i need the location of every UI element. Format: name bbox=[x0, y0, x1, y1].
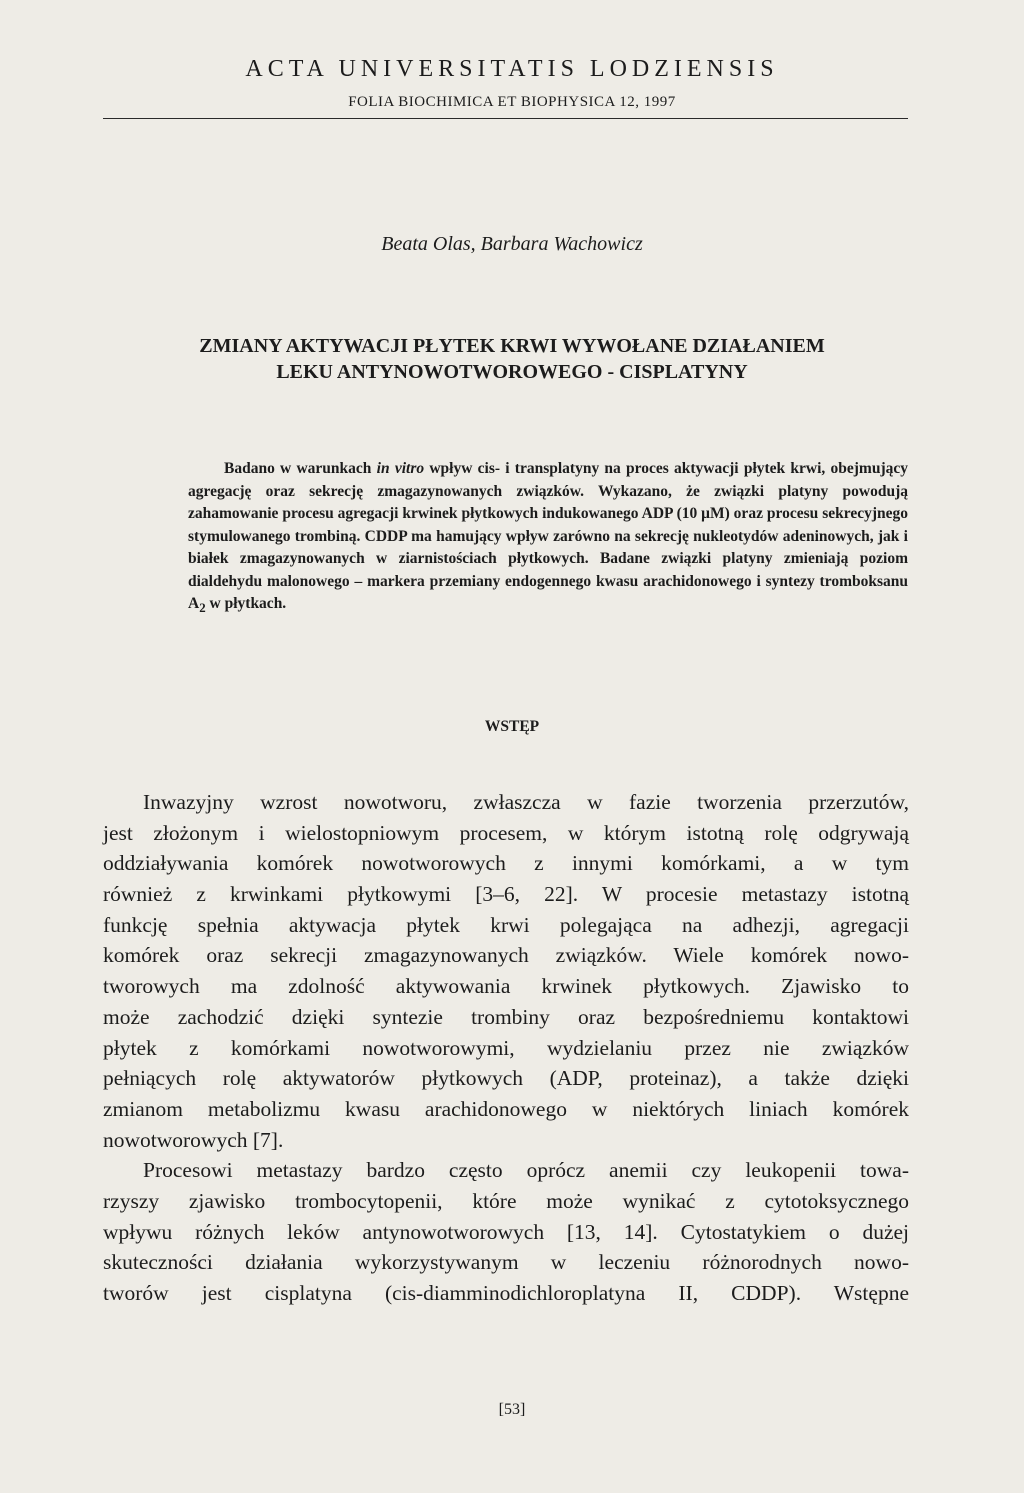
body-line: funkcję spełnia aktywacja płytek krwi polegająca na adhezji, agregacji bbox=[103, 912, 909, 937]
abstract-text: wpływ cis- i transplatyny na proces aktywacji płytek krwi, obejmujący agregację oraz sekrecję zmagazynowanych związków. Wykazano, że związki platyny powodują zahamowanie procesu agregacji krwinek płytkowych indukowanego ADP (10 μM) oraz procesu sekrecyjnego stymulowanego trombiną. CDDP ma hamujący wpływ zarówno na sekrecję nukleotydów adeninowych, jak i białek zmagazynowanych w ziarnistościach płytkowych. Badane związki platyny zmieniają poziom dialdehydu malonowego – markera przemiany endogennego kwasu arachidonowego i syntezy tromboksanu A bbox=[188, 460, 908, 612]
body-line: pełniących rolę aktywatorów płytkowych (ADP, proteinaz), a także dzięki bbox=[103, 1066, 909, 1091]
abstract bbox=[188, 458, 908, 620]
body-line: tworowych ma zdolność aktywowania krwinek płytkowych. Zjawisko to bbox=[103, 974, 909, 999]
abstract-text: Badano w warunkach bbox=[224, 460, 377, 477]
body-line: wpływu różnych leków antynowotworowych [13, 14]. Cytostatykiem o dużej bbox=[103, 1219, 909, 1244]
journal-title: ACTA UNIVERSITATIS LODZIENSIS bbox=[245, 56, 779, 82]
body-line: może zachodzić dzięki syntezie trombiny oraz bezpośredniemu kontaktowi bbox=[103, 1004, 909, 1029]
body-line: komórek oraz sekrecji zmagazynowanych związków. Wiele komórek nowo- bbox=[103, 943, 909, 968]
journal-series: FOLIA BIOCHIMICA ET BIOPHYSICA 12, 1997 bbox=[348, 94, 676, 110]
body-paragraph bbox=[103, 787, 909, 1155]
abstract-subscript: 2 bbox=[199, 600, 206, 616]
page-number: [53] bbox=[498, 1401, 526, 1418]
article-title bbox=[150, 333, 874, 385]
body-paragraph bbox=[103, 1155, 909, 1308]
article-title-line: ZMIANY AKTYWACJI PŁYTEK KRWI WYWOŁANE DZIAŁANIEM bbox=[199, 335, 825, 357]
abstract-text: w płytkach. bbox=[205, 595, 287, 612]
abstract-paragraph bbox=[188, 458, 908, 620]
body-line: tworów jest cisplatyna (cis-diamminodichloroplatyna II, CDDP). Wstępne bbox=[103, 1281, 909, 1305]
header-rule bbox=[103, 118, 908, 119]
article-authors: Beata Olas, Barbara Wachowicz bbox=[381, 233, 643, 255]
article-title-line: LEKU ANTYNOWOTWOROWEGO - CISPLATYNY bbox=[276, 361, 748, 383]
body-line: Procesowi metastazy bardzo często oprócz anemii czy leukopenii towa- bbox=[143, 1158, 909, 1183]
section-heading: WSTĘP bbox=[484, 718, 540, 735]
body-line: skuteczności działania wykorzystywanym w leczeniu różnorodnych nowo- bbox=[103, 1250, 909, 1275]
abstract-italic-term: in vitro bbox=[376, 460, 425, 477]
body-line: rzyszy zjawisko trombocytopenii, które może wynikać z cytotoksycznego bbox=[103, 1188, 909, 1213]
body-line: jest złożonym i wielostopniowym procesem, w którym istotną rolę odgrywają bbox=[103, 820, 909, 845]
body-line: płytek z komórkami nowotworowymi, wydzielaniu przez nie związków bbox=[103, 1035, 909, 1060]
body-text bbox=[103, 787, 909, 1309]
body-line: nowotworowych [7]. bbox=[103, 1127, 284, 1152]
body-line: Inwazyjny wzrost nowotworu, zwłaszcza w fazie tworzenia przerzutów, bbox=[143, 790, 909, 814]
body-line: zmianom metabolizmu kwasu arachidonowego w niektórych liniach komórek bbox=[103, 1096, 909, 1121]
body-line: oddziaływania komórek nowotworowych z innymi komórkami, a w tym bbox=[103, 851, 909, 876]
body-line: również z krwinkami płytkowymi [3–6, 22]. W procesie metastazy istotną bbox=[103, 882, 909, 907]
